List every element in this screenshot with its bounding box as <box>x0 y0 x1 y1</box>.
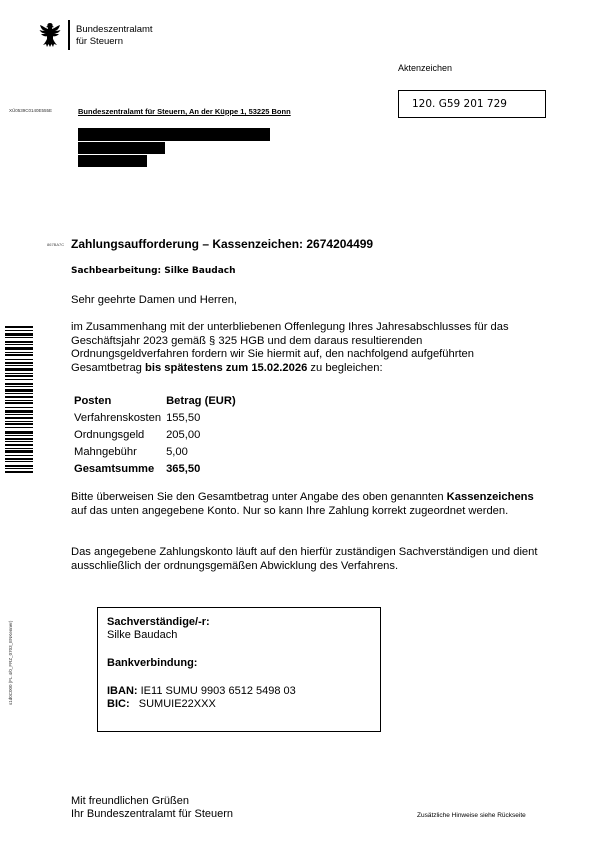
return-address: Bundeszentralamt für Steuern, An der Küppe 1, 53225 Bonn <box>78 107 291 116</box>
iban-line <box>107 685 296 698</box>
column-header-amount: Betrag (EUR) <box>166 394 236 407</box>
barcode <box>5 326 33 511</box>
fee-item: Verfahrenskosten <box>74 411 162 424</box>
footer-note: Zusätzliche Hinweise siehe Rückseite <box>417 812 526 819</box>
para2-bold: Kassenzeichens <box>446 491 534 503</box>
redacted-recipient-line-2 <box>78 142 165 154</box>
address-code: XÜ0539C0140E555E <box>9 108 53 113</box>
greeting: Sehr geehrte Damen und Herren, <box>71 294 238 306</box>
total-amount: 365,50 <box>166 462 201 475</box>
bank-details-box <box>97 607 381 732</box>
side-code-text: s1d0C000 (FL 4/0_FRZ_0703_ENKenner) <box>8 620 13 705</box>
authority-name-line1: Bundeszentralamt <box>76 24 153 35</box>
reference-label: Aktenzeichen <box>398 63 453 73</box>
column-header-item: Posten <box>74 394 112 407</box>
total-row <box>72 460 239 477</box>
para1-intro: im Zusammenhang mit der unterbliebenen Offenlegung Ihres Jahresabschlusses für das Geschäftsjahr 2023 gemäß § 325 HGB und dem daraus resultierenden Ordnungsgeldverfahren fordern wir Sie hiermit auf, den nachfolgend aufgeführten Gesamtbetrag <box>71 321 509 374</box>
fees-table-header <box>72 392 239 409</box>
para1-end: zu begleichen: <box>307 361 383 374</box>
bic-label: BIC: <box>107 698 130 710</box>
letter-subject: Zahlungsaufforderung – Kassenzeichen: 2674204499 <box>71 237 374 251</box>
fee-item: Mahngebühr <box>74 445 137 458</box>
bic-line <box>107 698 216 711</box>
total-label: Gesamtsumme <box>74 462 155 475</box>
fee-amount: 5,00 <box>166 445 188 458</box>
clerk-line: Sachbearbeitung: Silke Baudach <box>71 266 236 276</box>
fee-amount: 205,00 <box>166 428 201 441</box>
bic-value: SUMUIE22XXX <box>138 698 216 710</box>
iban-label: IBAN: <box>107 685 138 697</box>
logo-divider <box>68 20 70 50</box>
table-row <box>72 443 239 460</box>
iban-value: IE11 SUMU 9903 6512 5498 03 <box>140 685 296 697</box>
closing <box>71 795 233 821</box>
fee-item: Ordnungsgeld <box>74 428 145 441</box>
closing-line2: Ihr Bundeszentralamt für Steuern <box>71 808 234 820</box>
subject-code: 867BA7C <box>47 242 65 247</box>
payment-deadline: bis spätestens zum 15.02.2026 <box>145 361 308 374</box>
expert-label: Sachverständige/-r: <box>107 616 210 628</box>
transfer-instructions-paragraph <box>71 491 541 518</box>
table-row <box>72 426 239 443</box>
redacted-recipient-line-1 <box>78 128 270 141</box>
closing-line1: Mit freundlichen Grüßen <box>71 795 189 807</box>
redacted-recipient-line-3 <box>78 155 147 167</box>
fee-amount: 155,50 <box>166 411 201 424</box>
authority-name-line2: für Steuern <box>76 36 123 47</box>
authority-logo-text <box>76 24 153 48</box>
expert-name: Silke Baudach <box>107 629 178 641</box>
federal-eagle-icon <box>38 22 62 48</box>
bank-label: Bankverbindung: <box>107 657 198 669</box>
table-row <box>72 409 239 426</box>
fees-table <box>72 392 239 477</box>
payment-request-paragraph <box>71 321 541 375</box>
account-note-paragraph: Das angegebene Zahlungskonto läuft auf den hierfür zuständigen Sachverständigen und dient ausschließlich der ordnungsgemäßen Abwicklung des Verfahrens. <box>71 546 538 572</box>
para2-start: Bitte überweisen Sie den Gesamtbetrag unter Angabe des oben genannten <box>71 491 447 503</box>
para2-end: auf das unten angegebene Konto. Nur so kann Ihre Zahlung korrekt zugeordnet werden. <box>71 504 509 517</box>
reference-number-box: 120. G59 201 729 <box>398 90 546 118</box>
